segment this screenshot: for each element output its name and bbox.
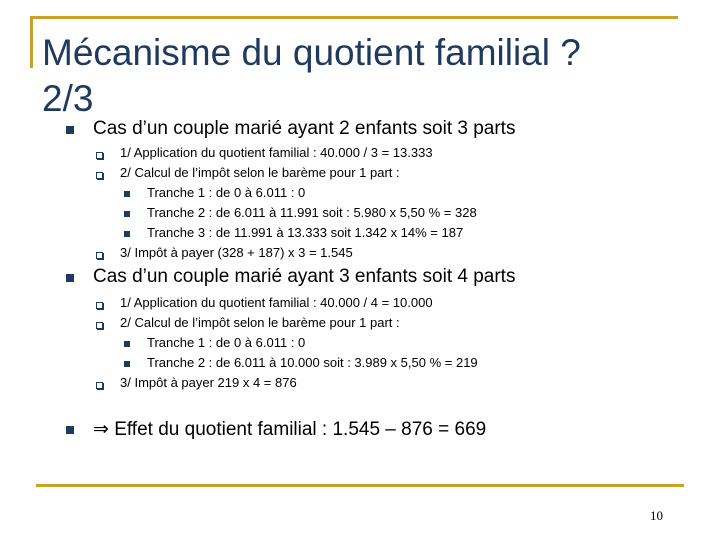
- section1-tranche-2: Tranche 2 : de 6.011 à 11.991 soit : 5.980 x 5,50 % = 328: [147, 205, 477, 220]
- slide-title: [42, 30, 682, 122]
- square-bullet-icon: [124, 361, 130, 367]
- implies-arrow-icon: ⇒: [93, 418, 109, 440]
- section1-heading: Cas d’un couple marié ayant 2 enfants soit 3 parts: [93, 118, 516, 139]
- section1-item-3: 3/ Impôt à payer (328 + 187) x 3 = 1.545: [120, 245, 353, 260]
- page-number: 10: [650, 508, 663, 523]
- slide-title-line1: Mécanisme du quotient familial ?: [42, 32, 581, 73]
- section2-item-2: 2/ Calcul de l’impôt selon le barème pour 1 part :: [120, 315, 400, 330]
- square-bullet-icon: [124, 231, 130, 237]
- hollow-square-bullet-icon: [96, 322, 103, 329]
- bottom-border-line: [36, 484, 684, 487]
- section1-item-1: 1/ Application du quotient familial : 40.000 / 3 = 13.333: [120, 145, 433, 160]
- hollow-square-bullet-icon: [96, 382, 103, 389]
- square-bullet-icon: [66, 126, 74, 134]
- conclusion-line: [93, 418, 486, 441]
- square-bullet-icon: [66, 274, 74, 282]
- section1-tranche-1: Tranche 1 : de 0 à 6.011 : 0: [147, 185, 306, 200]
- square-bullet-icon: [124, 191, 130, 197]
- section2-item-1: 1/ Application du quotient familial : 40.000 / 4 = 10.000: [120, 295, 433, 310]
- section1-item-2: 2/ Calcul de l’impôt selon le barème pour 1 part :: [120, 165, 400, 180]
- section2-tranche-2: Tranche 2 : de 6.011 à 10.000 soit : 3.989 x 5,50 % = 219: [147, 355, 478, 370]
- hollow-square-bullet-icon: [96, 172, 103, 179]
- conclusion-text: Effet du quotient familial : 1.545 – 876 = 669: [114, 419, 487, 440]
- hollow-square-bullet-icon: [96, 302, 103, 309]
- section2-item-3: 3/ Impôt à payer 219 x 4 = 876: [120, 375, 297, 390]
- section2-heading: Cas d’un couple marié ayant 3 enfants soit 4 parts: [93, 266, 516, 287]
- left-border-line: [30, 16, 33, 68]
- hollow-square-bullet-icon: [96, 252, 103, 259]
- square-bullet-icon: [124, 341, 130, 347]
- top-border-line: [30, 16, 678, 19]
- square-bullet-icon: [124, 211, 130, 217]
- section1-tranche-3: Tranche 3 : de 11.991 à 13.333 soit 1.342 x 14% = 187: [147, 225, 464, 240]
- square-bullet-icon: [66, 426, 74, 434]
- hollow-square-bullet-icon: [96, 152, 103, 159]
- section2-tranche-1: Tranche 1 : de 0 à 6.011 : 0: [147, 335, 306, 350]
- slide-title-line2: 2/3: [42, 78, 94, 119]
